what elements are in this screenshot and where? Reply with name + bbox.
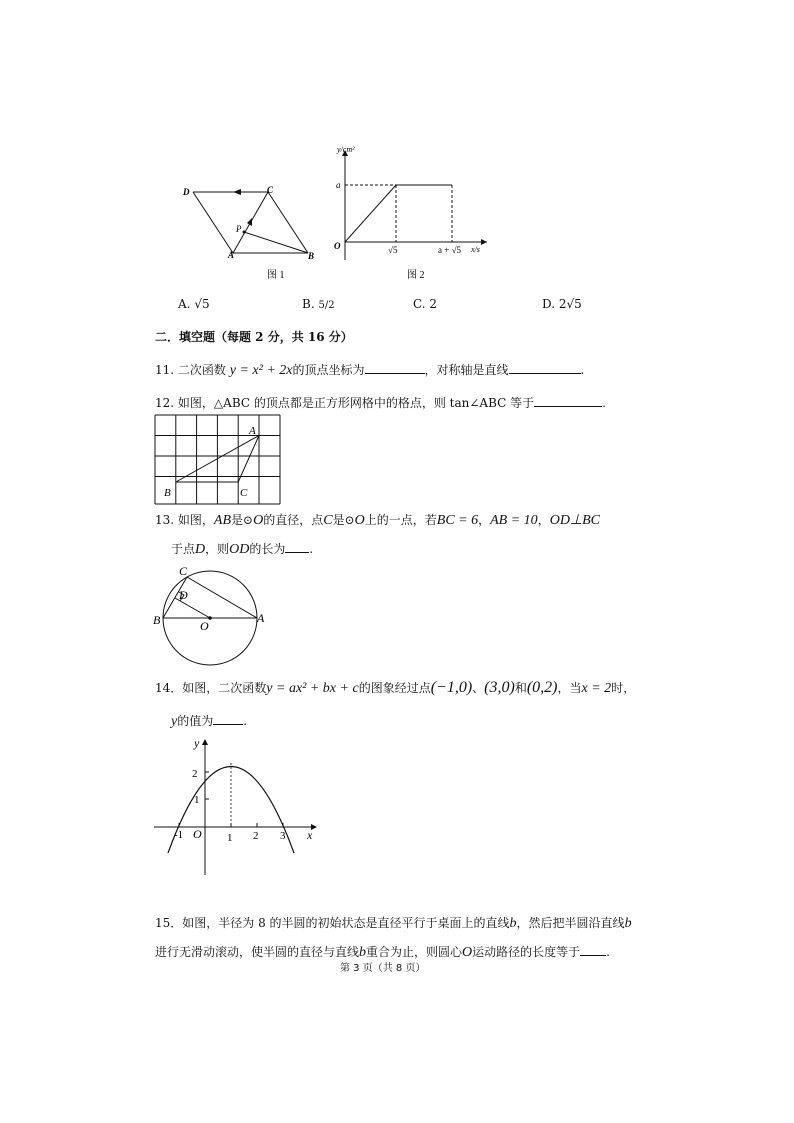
- question-13-line1: 13. 如图，AB是⊙O的直径，点C是⊙O上的一点，若BC = 6，AB = 10，OD⊥BC: [155, 513, 601, 528]
- fig1-label-C: C: [267, 185, 274, 195]
- fig1-label-B: B: [308, 251, 315, 261]
- page-footer: 第 3 页（共 8 页）: [340, 963, 426, 974]
- q13-circle-figure: [150, 562, 270, 670]
- fig1-label-P: P: [236, 224, 242, 234]
- q14-x-tick-2: 2: [253, 830, 259, 842]
- q14-origin: O: [193, 827, 202, 841]
- figure-1: [175, 180, 325, 290]
- fig2-origin: O: [334, 241, 341, 251]
- q14-x-label: x: [307, 828, 313, 842]
- fig1-label-A: A: [228, 250, 235, 260]
- option-d: D. 2√5: [542, 297, 582, 311]
- q14-y-label: y: [194, 736, 200, 750]
- question-15-line1: 15．如图，半径为 8 的半圆的初始状态是直径平行于桌面上的直线b，然后把半圆沿直线b: [155, 916, 632, 931]
- q13-label-C: C: [179, 564, 188, 578]
- q14-parabola-graph: [150, 735, 325, 880]
- question-15-line2: 进行无滑动滚动，使半圆的直径与直线b重合为止，则圆心O运动路径的长度等于 .: [155, 945, 610, 960]
- q12-label-A: A: [249, 425, 256, 437]
- question-11: 11. 二次函数 y = x² + 2x的顶点坐标为 ，对称轴是直线 .: [155, 363, 585, 378]
- q13-label-A: A: [257, 611, 265, 625]
- option-c: C. 2: [413, 297, 438, 311]
- question-14-line1: 14．如图，二次函数y = ax² + bx + c的图象经过点(−1,0)、(3,0)和(0,2)，当x = 2时，: [155, 679, 636, 696]
- fig2-caption: 图 2: [407, 270, 425, 281]
- figure-2: [325, 140, 495, 290]
- answer-blank-13[interactable]: [285, 540, 309, 553]
- answer-blank-12[interactable]: [534, 394, 602, 407]
- q14-x-tick-3: 3: [280, 830, 286, 842]
- q12-grid-figure: [154, 414, 284, 508]
- answer-blank-15[interactable]: [580, 943, 606, 956]
- q13-label-D: D: [179, 588, 188, 602]
- answer-blank-14[interactable]: [213, 712, 243, 725]
- section-title: 二．填空题（每题 2 分，共 16 分）: [155, 330, 353, 344]
- fig1-caption: 图 1: [267, 270, 285, 281]
- q13-label-B: B: [153, 613, 161, 627]
- fig2-y-tick-a: a: [336, 180, 341, 190]
- fig2-x-tick-2: a + √5: [438, 245, 462, 255]
- question-13-line2: 于点D，则OD的长为 .: [171, 542, 314, 557]
- answer-blank-11a[interactable]: [365, 361, 425, 374]
- fig2-x-axis-label: x/s: [471, 245, 480, 254]
- q13-label-O: O: [200, 619, 209, 633]
- option-b: B. 5/2: [302, 297, 335, 311]
- option-a: A. √5: [178, 297, 210, 311]
- fig2-x-tick-1: √5: [388, 245, 398, 255]
- q12-label-C: C: [240, 487, 248, 499]
- fig1-label-D: D: [183, 187, 190, 197]
- question-14-line2: y的值为 .: [171, 714, 248, 729]
- q14-y-tick-2: 2: [192, 768, 198, 780]
- fig2-y-axis-label: y/cm²: [337, 145, 355, 154]
- q12-label-B: B: [164, 487, 171, 499]
- answer-blank-11b[interactable]: [509, 361, 581, 374]
- q14-y-tick-1: 1: [194, 794, 200, 806]
- question-12: 12. 如图，△ABC 的顶点都是正方形网格中的格点，则 tan∠ABC 等于 .: [155, 396, 606, 410]
- q14-x-tick-neg1: -1: [174, 829, 184, 841]
- q14-x-tick-1: 1: [227, 832, 233, 844]
